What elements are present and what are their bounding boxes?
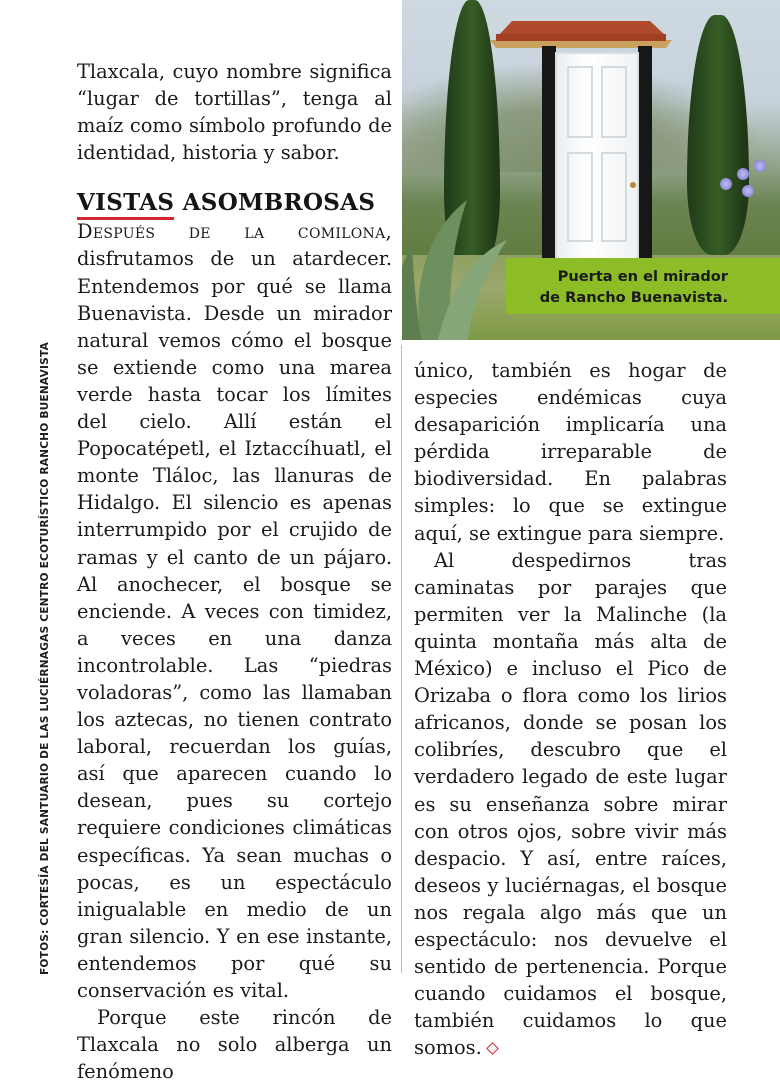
article-column-left (77, 58, 392, 1085)
photo-caption-line1: Puerta en el mirador (557, 268, 728, 285)
door-knob (630, 182, 636, 188)
section-lead-in: Después de la comilona, (77, 220, 392, 244)
section-paragraph-1-body: disfrutamos de un atardecer. Entendemos por qué se llama Buenavista. Desde un mirador natural vemos cómo el bosque se extiende como una marea verde hasta tocar los límites del cielo. Allí están el Popocatépetl, el Iztaccíhuatl, el monte Tláloc, las llanuras de Hidalgo. El silencio es apenas interrumpido por el crujido de ramas y el canto de un pájaro. Al anochecer, el bosque se enciende. A veces con timidez, a veces en una danza incontrolable. Las “piedras voladoras”, como las llamaban los aztecas, no tienen contrato laboral, recuerdan los guías, así que aparecen cuando lo desean, pues su cortejo requiere condiciones climáticas específicas. Ya sean muchas o pocas, es un espectáculo inigualable en medio de un gran silencio. Y en ese instante, entendemos por qué su conservación es vital. (77, 247, 392, 1002)
photo-credit: FOTOS: CORTESÍA DEL SANTUARIO DE LAS LUCIÉRNAGAS CENTRO ECOTURÍSTICO RANCHO BUENAVISTA (39, 342, 51, 975)
cypress-tree-right (687, 15, 749, 255)
door-post-right (638, 46, 652, 262)
section-heading (77, 188, 392, 218)
agave-plant (402, 175, 512, 340)
column-divider (401, 345, 402, 973)
section-paragraph-3-body: Al despedirnos tras caminatas por parajes que permiten ver la Malinche (la quinta montaña más alta de México) e incluso el Pico de Orizaba o flora como los lirios africanos, donde se posan los colibríes, descubro que el verdadero legado de este lugar es su enseñanza sobre mirar con otros ojos, sobre vivir más despacio. Y así, entre raíces, deseos y luciérnagas, el bosque nos regala algo más que un espectáculo: nos devuelve el sentido de pertenencia. Porque cuando cuidamos el bosque, también cuidamos lo que somos. (414, 548, 727, 1060)
door-roof (490, 18, 672, 48)
door-post-left (542, 46, 556, 262)
section-paragraph-3 (414, 547, 727, 1062)
end-of-article-icon (486, 1042, 499, 1055)
section-paragraph-2-start: Porque este rincón de Tlaxcala no solo alberga un fenómeno (77, 1006, 392, 1084)
section-paragraph-2-end: único, también es hogar de especies endémicas cuya desaparición implicaría una pérdida irreparable de biodiversidad. En palabras simples: lo que se extingue aquí, se extingue para siempre. (414, 359, 727, 545)
section-paragraph-1 (77, 218, 392, 1004)
white-door (555, 52, 639, 260)
article-column-right (414, 357, 727, 1061)
intro-paragraph: Tlaxcala, cuyo nombre significa “lugar de tortillas”, tenga al maíz como símbolo profundo de identidad, historia y sabor. (77, 60, 392, 165)
photo-caption-line2: de Rancho Buenavista. (539, 289, 728, 306)
section-heading-rest: ASOMBROSAS (174, 189, 376, 217)
section-heading-highlight: VISTAS (77, 189, 175, 217)
photo-caption (506, 258, 780, 314)
